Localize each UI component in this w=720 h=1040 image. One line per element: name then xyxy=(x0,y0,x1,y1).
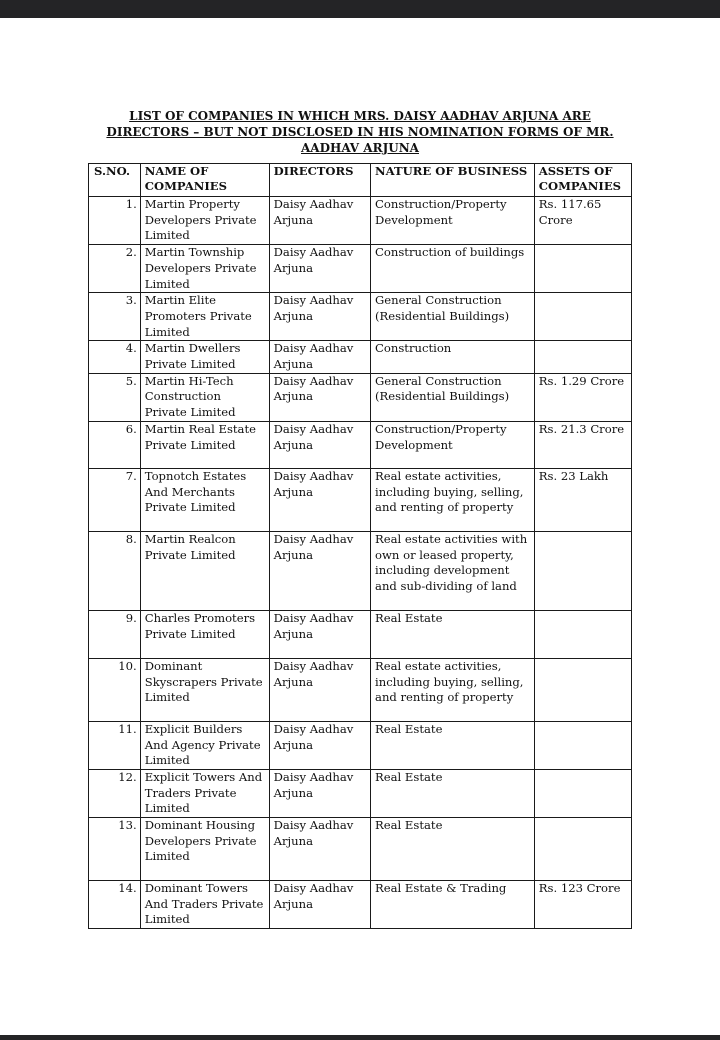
table-row xyxy=(89,421,632,468)
cell-sno: 4. xyxy=(89,341,141,373)
header-assets: ASSETS OF COMPANIES xyxy=(534,164,631,197)
cell-assets xyxy=(534,721,631,769)
cell-company-name: Martin Township Developers Private Limited xyxy=(140,245,269,293)
cell-company-name: Martin Real Estate Private Limited xyxy=(140,421,269,468)
cell-assets: Rs. 123 Crore xyxy=(534,881,631,929)
cell-business: Real Estate xyxy=(371,769,535,817)
cell-directors: Daisy Aadhav Arjuna xyxy=(269,881,370,929)
bottom-bar xyxy=(0,1035,720,1040)
cell-assets xyxy=(534,818,631,881)
cell-business: Construction/Property Development xyxy=(371,421,535,468)
cell-sno: 12. xyxy=(89,769,141,817)
cell-sno: 5. xyxy=(89,373,141,421)
cell-sno: 3. xyxy=(89,293,141,341)
table-row xyxy=(89,245,632,293)
cell-company-name: Charles Promoters Private Limited xyxy=(140,610,269,658)
cell-company-name: Explicit Builders And Agency Private Limited xyxy=(140,721,269,769)
table-row xyxy=(89,468,632,531)
cell-directors: Daisy Aadhav Arjuna xyxy=(269,610,370,658)
cell-business: Real Estate & Trading xyxy=(371,881,535,929)
cell-business: Real Estate xyxy=(371,721,535,769)
cell-company-name: Martin Hi-Tech Construction Private Limited xyxy=(140,373,269,421)
cell-directors: Daisy Aadhav Arjuna xyxy=(269,658,370,721)
header-directors: DIRECTORS xyxy=(269,164,370,197)
cell-company-name: Martin Property Developers Private Limited xyxy=(140,197,269,245)
cell-assets: Rs. 21.3 Crore xyxy=(534,421,631,468)
table-header-row xyxy=(89,164,632,197)
header-name: NAME OF COMPANIES xyxy=(140,164,269,197)
cell-company-name: Topnotch Estates And Merchants Private Limited xyxy=(140,468,269,531)
cell-company-name: Martin Elite Promoters Private Limited xyxy=(140,293,269,341)
cell-directors: Daisy Aadhav Arjuna xyxy=(269,341,370,373)
top-status-bar xyxy=(0,0,720,18)
header-business: NATURE OF BUSINESS xyxy=(371,164,535,197)
cell-company-name: Explicit Towers And Traders Private Limited xyxy=(140,769,269,817)
cell-sno: 1. xyxy=(89,197,141,245)
cell-business: Real estate activities, including buying, selling, and renting of property xyxy=(371,468,535,531)
cell-sno: 7. xyxy=(89,468,141,531)
table-row xyxy=(89,293,632,341)
cell-directors: Daisy Aadhav Arjuna xyxy=(269,245,370,293)
cell-directors: Daisy Aadhav Arjuna xyxy=(269,818,370,881)
cell-assets xyxy=(534,610,631,658)
cell-business: Real estate activities, including buying, selling, and renting of property xyxy=(371,658,535,721)
cell-assets: Rs. 1.29 Crore xyxy=(534,373,631,421)
table-row xyxy=(89,373,632,421)
document-title xyxy=(90,108,630,156)
cell-business: Construction/Property Development xyxy=(371,197,535,245)
cell-directors: Daisy Aadhav Arjuna xyxy=(269,468,370,531)
cell-company-name: Dominant Skyscrapers Private Limited xyxy=(140,658,269,721)
cell-sno: 11. xyxy=(89,721,141,769)
cell-directors: Daisy Aadhav Arjuna xyxy=(269,769,370,817)
cell-business: Real Estate xyxy=(371,610,535,658)
cell-directors: Daisy Aadhav Arjuna xyxy=(269,197,370,245)
table-row xyxy=(89,769,632,817)
cell-directors: Daisy Aadhav Arjuna xyxy=(269,293,370,341)
cell-company-name: Martin Dwellers Private Limited xyxy=(140,341,269,373)
header-sno: S.NO. xyxy=(89,164,141,197)
cell-sno: 13. xyxy=(89,818,141,881)
table-row xyxy=(89,881,632,929)
cell-directors: Daisy Aadhav Arjuna xyxy=(269,531,370,610)
cell-assets xyxy=(534,293,631,341)
cell-sno: 10. xyxy=(89,658,141,721)
table-row xyxy=(89,197,632,245)
cell-directors: Daisy Aadhav Arjuna xyxy=(269,721,370,769)
table-row xyxy=(89,818,632,881)
cell-business: Real estate activities with own or leased property, including development and sub-dividing of land xyxy=(371,531,535,610)
table-row xyxy=(89,658,632,721)
title-line-1: LIST OF COMPANIES IN WHICH MRS. DAISY AADHAV ARJUNA ARE xyxy=(129,109,591,123)
cell-business: Construction of buildings xyxy=(371,245,535,293)
cell-assets xyxy=(534,658,631,721)
table-row xyxy=(89,531,632,610)
cell-sno: 14. xyxy=(89,881,141,929)
cell-sno: 9. xyxy=(89,610,141,658)
companies-table xyxy=(88,163,632,929)
cell-assets: Rs. 117.65 Crore xyxy=(534,197,631,245)
cell-assets xyxy=(534,245,631,293)
cell-assets xyxy=(534,341,631,373)
cell-sno: 2. xyxy=(89,245,141,293)
cell-directors: Daisy Aadhav Arjuna xyxy=(269,373,370,421)
table-row xyxy=(89,610,632,658)
cell-assets xyxy=(534,531,631,610)
cell-company-name: Dominant Towers And Traders Private Limited xyxy=(140,881,269,929)
title-line-3: AADHAV ARJUNA xyxy=(301,141,419,155)
cell-sno: 8. xyxy=(89,531,141,610)
cell-business: General Construction (Residential Buildings) xyxy=(371,373,535,421)
cell-assets: Rs. 23 Lakh xyxy=(534,468,631,531)
table-row xyxy=(89,341,632,373)
cell-business: Construction xyxy=(371,341,535,373)
cell-sno: 6. xyxy=(89,421,141,468)
title-line-2: DIRECTORS – BUT NOT DISCLOSED IN HIS NOMINATION FORMS OF MR. xyxy=(106,125,614,139)
cell-business: General Construction (Residential Buildings) xyxy=(371,293,535,341)
cell-company-name: Dominant Housing Developers Private Limited xyxy=(140,818,269,881)
cell-assets xyxy=(534,769,631,817)
table-row xyxy=(89,721,632,769)
cell-business: Real Estate xyxy=(371,818,535,881)
cell-company-name: Martin Realcon Private Limited xyxy=(140,531,269,610)
cell-directors: Daisy Aadhav Arjuna xyxy=(269,421,370,468)
